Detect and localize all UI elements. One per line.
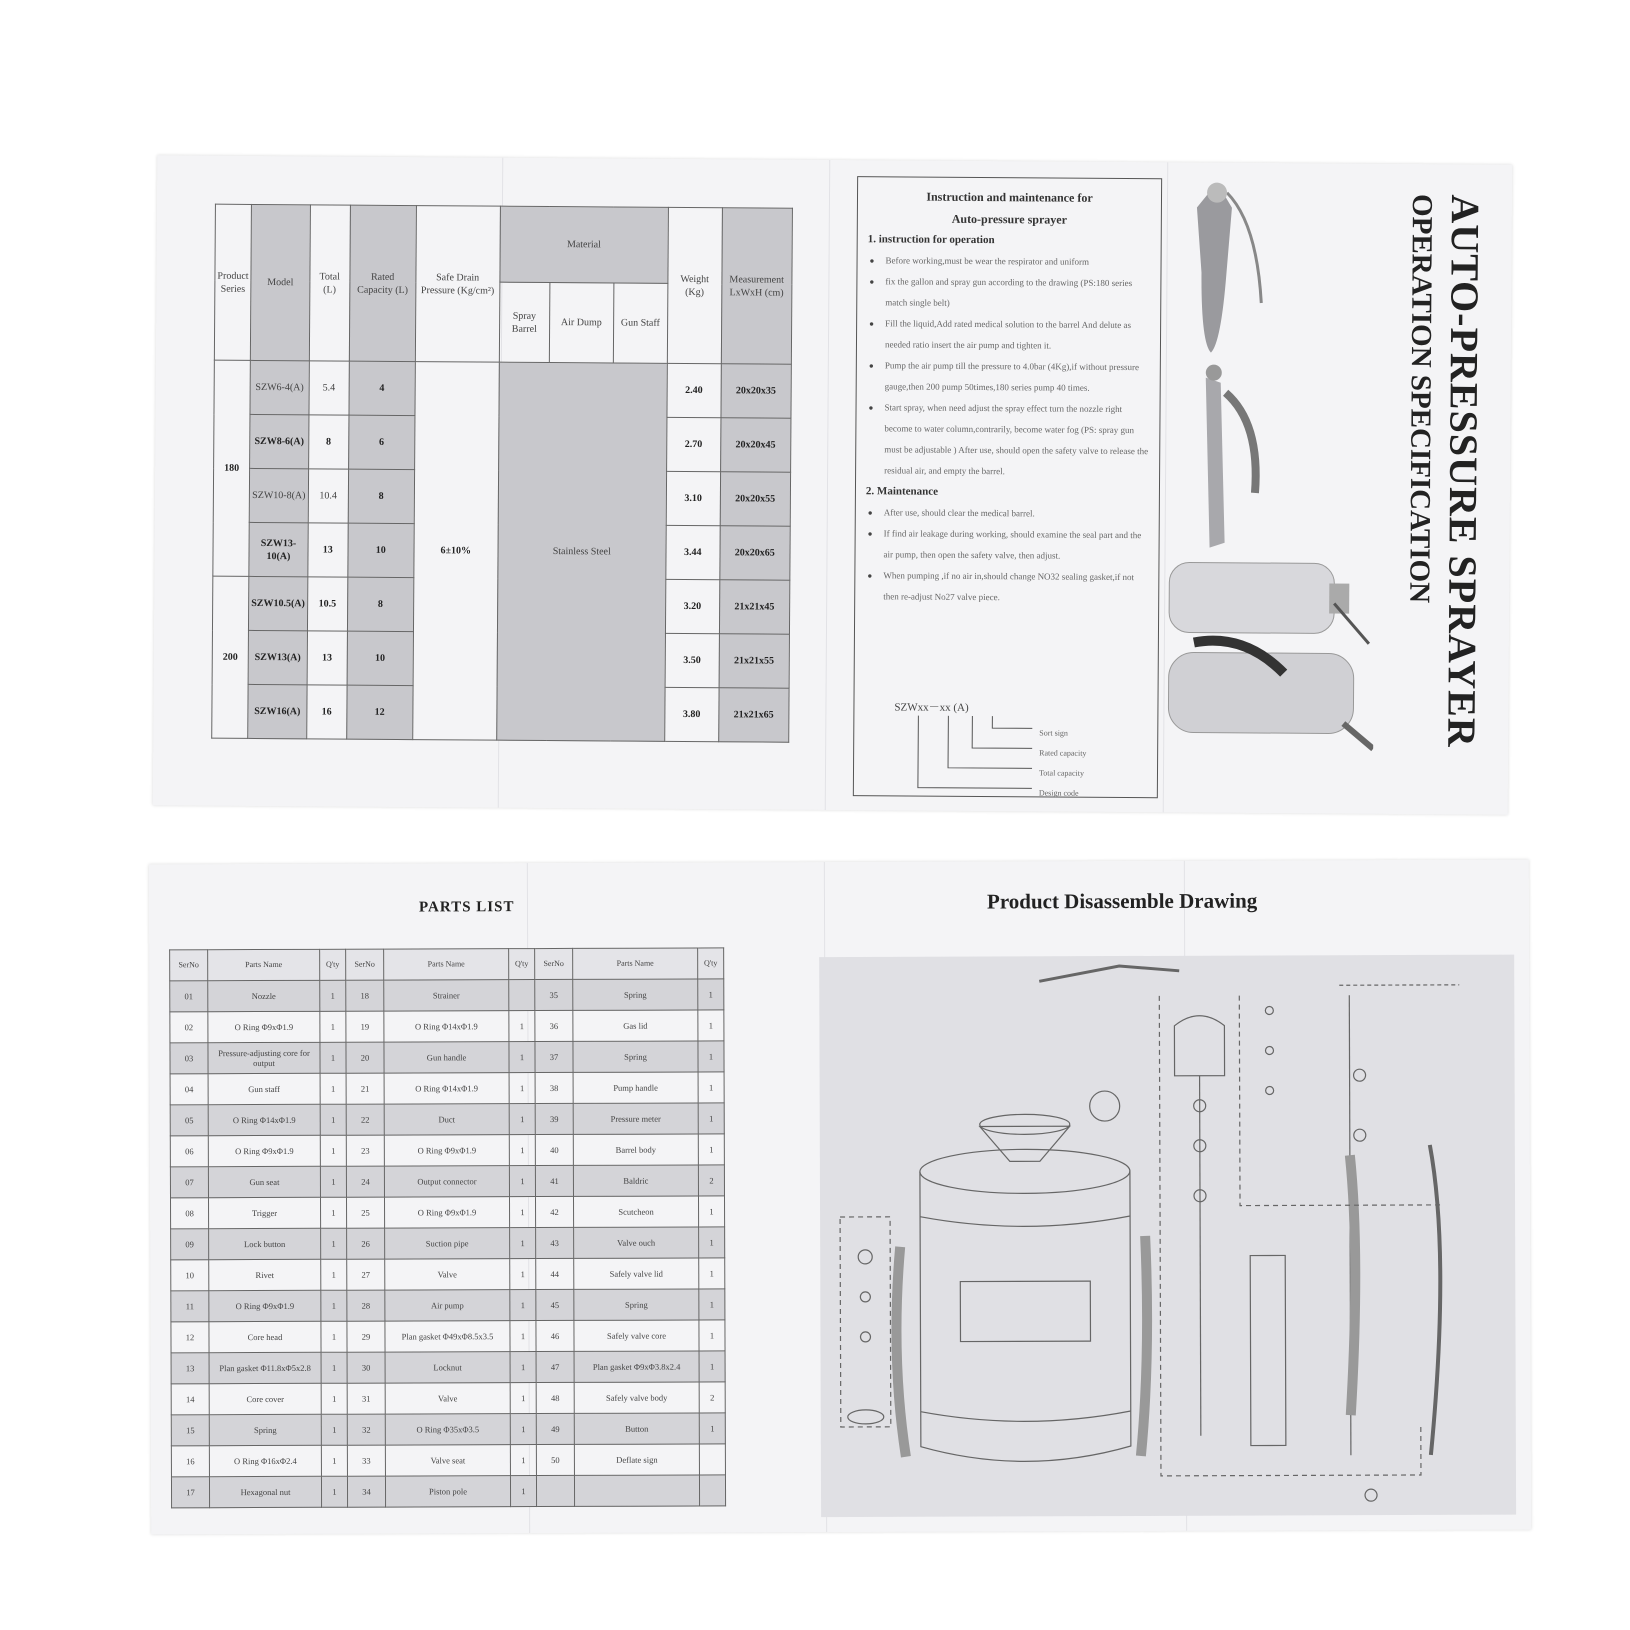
parts-cell: 10 — [171, 1260, 209, 1291]
parts-cell: 1 — [510, 1259, 536, 1290]
parts-cell: O Ring Φ14xΦ1.9 — [384, 1011, 509, 1042]
parts-cell: Spring — [573, 1041, 698, 1072]
parts-cell: 31 — [347, 1383, 385, 1414]
parts-cell: Core cover — [209, 1383, 321, 1414]
parts-cell — [699, 1444, 725, 1475]
weight-cell: 3.80 — [664, 687, 718, 741]
parts-cell: 1 — [510, 1290, 536, 1321]
parts-cell: 2 — [698, 1165, 724, 1196]
rated-cell: 8 — [348, 469, 414, 523]
measure-cell: 20x20x35 — [721, 364, 791, 418]
col-header: Safe Drain Pressure (Kg/cm²) — [415, 206, 500, 363]
parts-cell: 21 — [346, 1073, 384, 1104]
weight-cell: 2.40 — [667, 363, 721, 417]
parts-cell: 48 — [536, 1382, 574, 1413]
parts-cell: Output connector — [384, 1166, 509, 1197]
parts-cell: 22 — [346, 1104, 384, 1135]
weight-cell: 2.70 — [666, 417, 720, 471]
parts-cell: 1 — [510, 1414, 536, 1445]
parts-cell: 42 — [535, 1196, 573, 1227]
parts-cell: 1 — [698, 1010, 724, 1041]
parts-cell: Pressure-adjusting core for output — [208, 1042, 320, 1073]
parts-cell: Rivet — [209, 1259, 321, 1290]
instruction-item: ● When pumping ,if no air in,should change NO32 sealing gasket,if not then re-adjust No27 valve piece. — [865, 565, 1148, 609]
parts-cell: 05 — [170, 1105, 208, 1136]
parts-cell: 2 — [699, 1382, 725, 1413]
parts-cell: Deflate sign — [574, 1444, 699, 1475]
spray-gun-photo — [1205, 365, 1257, 548]
parts-cell: 34 — [347, 1476, 385, 1507]
parts-cell: 18 — [346, 980, 384, 1011]
parts-cell: 1 — [321, 1445, 347, 1476]
parts-cell: Barrel body — [573, 1134, 698, 1165]
parts-cell: Duct — [384, 1104, 509, 1135]
parts-cell: Safely valve body — [574, 1382, 699, 1413]
parts-cell: 1 — [510, 1352, 536, 1383]
parts-cell: 1 — [321, 1321, 347, 1352]
parts-cell — [574, 1475, 699, 1506]
parts-cell: 49 — [536, 1413, 574, 1444]
instruction-item: ● fix the gallon and spray gun according to the drawing (PS:180 series match single belt) — [867, 271, 1150, 315]
parts-cell: Pump handle — [573, 1072, 698, 1103]
instruction-item: ● If find air leakage during working, should examine the seal part and the air pump, then open the safety valve, then adjust. — [865, 523, 1148, 567]
col-header: Model — [250, 204, 310, 360]
table-row — [170, 1103, 724, 1136]
parts-cell: 1 — [509, 1166, 535, 1197]
parts-header-cell: SerNo — [346, 949, 384, 980]
parts-cell: 1 — [321, 1383, 347, 1414]
parts-cell: 07 — [170, 1167, 208, 1198]
table-row — [171, 1413, 725, 1446]
parts-cell — [699, 1475, 725, 1506]
parts-cell: 1 — [321, 1228, 347, 1259]
parts-cell: 1 — [699, 1289, 725, 1320]
parts-cell: Safely valve core — [574, 1320, 699, 1351]
col-header: Material — [500, 206, 669, 283]
parts-cell: 47 — [536, 1351, 574, 1382]
parts-cell: 1 — [698, 1134, 724, 1165]
parts-cell: 04 — [170, 1074, 208, 1105]
parts-cell: 46 — [536, 1320, 574, 1351]
parts-cell: 13 — [171, 1353, 209, 1384]
parts-cell: Valve — [385, 1259, 510, 1290]
rated-cell: 10 — [348, 523, 414, 577]
parts-cell: 01 — [170, 981, 208, 1012]
measure-cell: 21x21x45 — [719, 580, 789, 634]
parts-cell: 27 — [347, 1259, 385, 1290]
parts-header-cell: Parts Name — [208, 949, 320, 980]
parts-cell: Piston pole — [385, 1476, 510, 1507]
parts-cell: 09 — [171, 1229, 209, 1260]
model-cell: SZW16(A) — [248, 684, 307, 738]
table-row — [170, 1072, 724, 1105]
parts-cell: Button — [574, 1413, 699, 1444]
instruction-title: Instruction and maintenance for — [926, 189, 1093, 205]
parts-cell: 1 — [698, 979, 724, 1010]
parts-cell: 39 — [535, 1103, 573, 1134]
pressure-cell: 6±10% — [412, 362, 499, 741]
parts-cell: 1 — [509, 1042, 535, 1073]
parts-cell: Suction pipe — [385, 1228, 510, 1259]
parts-header-cell: Parts Name — [573, 948, 698, 979]
parts-cell: 1 — [699, 1351, 725, 1382]
table-row — [170, 1134, 724, 1167]
parts-cell: 1 — [698, 1041, 724, 1072]
parts-cell: O Ring Φ9xΦ1.9 — [384, 1197, 509, 1228]
rated-cell: 12 — [346, 685, 412, 739]
measure-cell: 21x21x55 — [719, 634, 789, 688]
code-label: Rated capacity — [1039, 748, 1087, 758]
parts-cell: 1 — [698, 1196, 724, 1227]
spec-sheet — [153, 155, 1513, 814]
parts-cell: 1 — [509, 1197, 535, 1228]
parts-list-title: PARTS LIST — [418, 899, 515, 916]
measure-cell: 20x20x45 — [720, 418, 790, 472]
parts-cell: 1 — [699, 1320, 725, 1351]
measure-cell: 21x21x65 — [718, 688, 788, 742]
measure-cell: 20x20x55 — [720, 472, 790, 526]
parts-cell: Scutcheon — [573, 1196, 698, 1227]
parts-cell: 1 — [320, 1197, 346, 1228]
parts-cell: O Ring Φ9xΦ1.9 — [208, 1135, 320, 1166]
parts-cell: Gas lid — [573, 1010, 698, 1041]
parts-cell: 37 — [535, 1041, 573, 1072]
parts-cell: Hexagonal nut — [209, 1476, 321, 1507]
parts-header-cell: SerNo — [170, 950, 208, 981]
rated-cell: 4 — [349, 361, 415, 415]
col-header: Measurement LxWxH (cm) — [721, 208, 792, 364]
series-cell: 200 — [212, 576, 249, 738]
parts-cell: 1 — [320, 1042, 346, 1073]
weight-cell: 3.20 — [665, 579, 719, 633]
parts-cell: Safely valve lid — [574, 1258, 699, 1289]
parts-cell — [536, 1475, 574, 1506]
parts-cell: Plan gasket Φ9xΦ3.8x2.4 — [574, 1351, 699, 1382]
parts-cell: 30 — [347, 1352, 385, 1383]
model-code-diagram — [884, 697, 1135, 799]
parts-header-cell: SerNo — [535, 948, 573, 979]
model-cell: SZW10.5(A) — [249, 576, 308, 630]
parts-cell: O Ring Φ16xΦ2.4 — [209, 1445, 321, 1476]
parts-cell: Strainer — [384, 980, 509, 1011]
instruction-subtitle: Auto-pressure sprayer — [951, 211, 1068, 227]
material-cell: Stainless Steel — [496, 362, 667, 741]
model-cell: SZW10-8(A) — [249, 468, 308, 522]
parts-cell: 1 — [321, 1259, 347, 1290]
parts-cell: Valve ouch — [574, 1227, 699, 1258]
parts-cell: 16 — [171, 1446, 209, 1477]
parts-cell: 1 — [698, 1072, 724, 1103]
instruction-item: ● Fill the liquid,Add rated medical solution to the barrel And delute as needed ratio insert the air pump and tighten it. — [867, 313, 1150, 357]
spray-gun-photo — [1196, 183, 1262, 353]
parts-cell: 1 — [320, 1104, 346, 1135]
parts-cell: 1 — [321, 1476, 347, 1507]
parts-cell: 1 — [699, 1227, 725, 1258]
model-cell: SZW8-6(A) — [250, 414, 309, 468]
model-cell: SZW13(A) — [248, 630, 307, 684]
parts-cell: Gun staff — [208, 1073, 320, 1104]
total-cell: 5.4 — [309, 361, 349, 415]
parts-header-row — [170, 948, 724, 981]
parts-cell: Lock button — [209, 1228, 321, 1259]
parts-cell: Valve seat — [385, 1445, 510, 1476]
parts-cell: O Ring Φ9xΦ1.9 — [208, 1011, 320, 1042]
parts-cell: Trigger — [208, 1197, 320, 1228]
parts-cell: 17 — [171, 1477, 209, 1508]
instruction-item: ● Start spray, when need adjust the spray effect turn the nozzle right become to water column,contrarily, become water fog (PS: spray gun must be adjustable ) After use, should open the safety valve to release the residual air, and empty the barrel. — [866, 397, 1150, 483]
parts-cell: 14 — [171, 1384, 209, 1415]
code-label: Sort sign — [1039, 728, 1068, 738]
instruction-item: ● After use, should clear the medical barrel. — [866, 502, 1149, 525]
table-row — [171, 1320, 725, 1353]
parts-cell: 23 — [346, 1135, 384, 1166]
sub-title: OPERATION SPECIFICATION — [1403, 193, 1439, 604]
parts-cell: Gun seat — [208, 1166, 320, 1197]
total-cell: 8 — [308, 415, 348, 469]
rated-cell: 6 — [348, 415, 414, 469]
table-row — [170, 979, 724, 1012]
table-row — [171, 1444, 725, 1477]
parts-cell: Baldric — [573, 1165, 698, 1196]
parts-cell: 15 — [171, 1415, 209, 1446]
exploded-view-diagram — [819, 955, 1516, 1517]
parts-cell: 38 — [535, 1072, 573, 1103]
drawing-title: Product Disassemble Drawing — [986, 888, 1258, 914]
parts-cell: 50 — [536, 1444, 574, 1475]
col-header: Spray Barrel — [499, 282, 550, 362]
total-cell: 16 — [306, 685, 346, 739]
parts-cell: 11 — [171, 1291, 209, 1322]
parts-cell: 1 — [320, 980, 346, 1011]
parts-cell: Core head — [209, 1321, 321, 1352]
parts-cell: 32 — [347, 1414, 385, 1445]
col-header: Product Series — [214, 204, 251, 360]
measure-cell: 20x20x65 — [720, 526, 790, 580]
parts-cell: 25 — [346, 1197, 384, 1228]
tank-photo — [1169, 562, 1370, 643]
parts-cell: Spring — [574, 1289, 699, 1320]
parts-cell: 1 — [509, 1073, 535, 1104]
parts-cell: Nozzle — [208, 980, 320, 1011]
parts-cell: 1 — [509, 1104, 535, 1135]
table-row — [171, 1382, 725, 1415]
model-cell: SZW6-4(A) — [250, 360, 309, 414]
parts-cell: Valve — [385, 1383, 510, 1414]
col-header: Gun Staff — [613, 283, 668, 363]
parts-cell: O Ring Φ35xΦ3.5 — [385, 1414, 510, 1445]
spec-table — [211, 204, 792, 743]
section-heading: 1. instruction for operation — [867, 233, 995, 247]
total-cell: 13 — [307, 631, 347, 685]
weight-cell: 3.50 — [665, 633, 719, 687]
parts-cell: Plan gasket Φ11.8xΦ5x2.8 — [209, 1352, 321, 1383]
col-header: Rated Capacity (L) — [349, 205, 416, 361]
parts-cell: 1 — [321, 1290, 347, 1321]
instruction-item: ● Before working,must be wear the respirator and uniform — [867, 250, 1150, 273]
series-cell: 180 — [213, 360, 251, 576]
table-row — [170, 1196, 724, 1229]
parts-cell: 20 — [346, 1042, 384, 1073]
col-header: Weight (Kg) — [667, 207, 722, 363]
parts-cell: 26 — [347, 1228, 385, 1259]
total-cell: 10.4 — [308, 469, 348, 523]
table-row — [171, 1351, 725, 1384]
parts-cell: 08 — [170, 1198, 208, 1229]
rated-cell: 10 — [347, 631, 413, 685]
parts-cell: 1 — [510, 1228, 536, 1259]
parts-cell: 33 — [347, 1445, 385, 1476]
parts-cell: 29 — [347, 1321, 385, 1352]
parts-cell: 36 — [535, 1010, 573, 1041]
disassemble-drawing — [819, 955, 1516, 1517]
parts-table — [169, 947, 726, 1508]
parts-cell: 1 — [510, 1321, 536, 1352]
parts-cell: 24 — [346, 1166, 384, 1197]
parts-cell: 1 — [320, 1166, 346, 1197]
parts-cell: 03 — [170, 1043, 208, 1074]
parts-sheet — [149, 860, 1531, 1535]
parts-cell: 43 — [536, 1227, 574, 1258]
parts-cell: Spring — [573, 979, 698, 1010]
parts-cell: Plan gasket Φ49xΦ8.5x3.5 — [385, 1321, 510, 1352]
code-lines — [884, 697, 1135, 799]
parts-cell: 1 — [509, 1011, 535, 1042]
parts-cell: Pressure meter — [573, 1103, 698, 1134]
parts-cell: 1 — [509, 1135, 535, 1166]
code-label: Design code — [1038, 788, 1079, 798]
fold-line — [825, 160, 831, 810]
table-row — [170, 1041, 724, 1074]
parts-cell: 40 — [535, 1134, 573, 1165]
model-cell: SZW13-10(A) — [249, 522, 308, 576]
parts-cell: Gun handle — [384, 1042, 509, 1073]
parts-cell: 1 — [320, 1135, 346, 1166]
instruction-box — [853, 176, 1162, 798]
parts-cell: 1 — [510, 1476, 536, 1507]
parts-cell: 1 — [320, 1073, 346, 1104]
weight-cell: 3.44 — [666, 525, 720, 579]
table-row — [170, 1010, 724, 1043]
parts-cell: O Ring Φ9xΦ1.9 — [209, 1290, 321, 1321]
parts-cell: 35 — [535, 979, 573, 1010]
weight-cell: 3.10 — [666, 471, 720, 525]
tank-photo — [1168, 640, 1374, 748]
model-code: SZWxx－xx (A) — [894, 701, 969, 714]
rotated-title — [1345, 194, 1489, 795]
table-row — [171, 1475, 725, 1508]
parts-cell: 1 — [699, 1258, 725, 1289]
table-row — [170, 1165, 724, 1198]
parts-cell: 12 — [171, 1322, 209, 1353]
parts-cell — [509, 980, 535, 1011]
parts-header-cell: Q'ty — [698, 948, 724, 979]
table-row — [171, 1289, 725, 1322]
parts-cell: 1 — [321, 1352, 347, 1383]
parts-cell: 06 — [170, 1136, 208, 1167]
parts-cell: 1 — [699, 1413, 725, 1444]
parts-cell: 1 — [321, 1414, 347, 1445]
parts-cell: 45 — [536, 1289, 574, 1320]
parts-cell: 1 — [698, 1103, 724, 1134]
total-cell: 13 — [308, 523, 348, 577]
parts-cell: 44 — [536, 1258, 574, 1289]
code-label: Total capacity — [1038, 768, 1085, 778]
instruction-item: ● Pump the air pump till the pressure to 4.0bar (4Kg),if without pressure gauge,then 200 pump 50times,180 series pump 40 times. — [867, 355, 1150, 399]
parts-cell: 1 — [320, 1011, 346, 1042]
parts-cell: 28 — [347, 1290, 385, 1321]
main-title: AUTO-PRESSURE SPRAYER — [1439, 194, 1489, 748]
parts-header-cell: Q'ty — [509, 949, 535, 980]
parts-cell: Spring — [209, 1414, 321, 1445]
col-header: Air Dump — [549, 283, 614, 363]
table-row — [171, 1258, 725, 1291]
parts-cell: O Ring Φ9xΦ1.9 — [384, 1135, 509, 1166]
parts-cell: Air pump — [385, 1290, 510, 1321]
parts-cell: O Ring Φ14xΦ1.9 — [208, 1104, 320, 1135]
parts-cell: 02 — [170, 1012, 208, 1043]
parts-cell: 41 — [535, 1165, 573, 1196]
parts-cell: O Ring Φ14xΦ1.9 — [384, 1073, 509, 1104]
parts-header-cell: Parts Name — [384, 949, 509, 980]
section-heading: 2. Maintenance — [865, 485, 939, 498]
total-cell: 10.5 — [307, 577, 347, 631]
parts-cell: Locknut — [385, 1352, 510, 1383]
parts-cell: 1 — [510, 1383, 536, 1414]
parts-cell: 19 — [346, 1011, 384, 1042]
col-header: Total (L) — [309, 205, 350, 361]
parts-cell: 1 — [510, 1445, 536, 1476]
rated-cell: 8 — [347, 577, 413, 631]
table-row — [171, 1227, 725, 1260]
parts-header-cell: Q'ty — [320, 949, 346, 980]
